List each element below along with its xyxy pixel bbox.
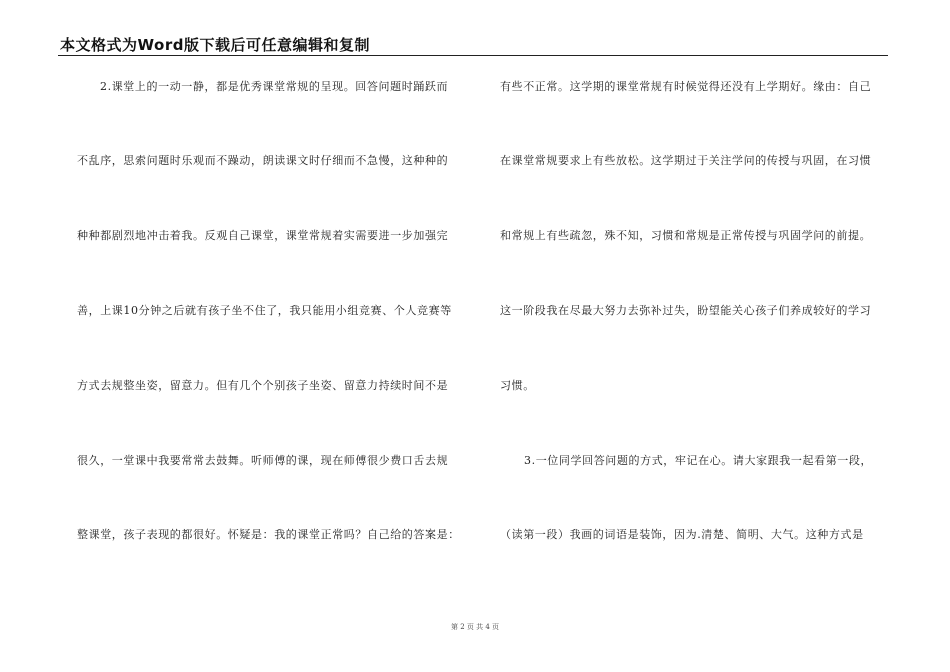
left-line-5: 方式去规整坐姿，留意力。但有几个个别孩子坐姿、留意力持续时间不是 [77, 379, 449, 392]
right-line-8: （读第一段）我画的词语是装饰，因为.清楚、简明、大气。这种方式是 [500, 528, 864, 541]
left-line-1: 2.课堂上的一动一静，都是优秀课堂常规的呈现。回答问题时踊跃而 [100, 80, 449, 93]
right-line-2: 在课堂常规要求上有些放松。这学期过于关注学问的传授与巩固，在习惯 [500, 154, 872, 167]
left-line-4: 善，上课10分钟之后就有孩子坐不住了，我只能用小组竞赛、个人竞赛等 [77, 304, 452, 317]
right-line-1: 有些不正常。这学期的课堂常规有时候觉得还没有上学期好。缘由：自己 [500, 80, 872, 93]
left-line-3: 种种都剧烈地冲击着我。反观自己课堂，课堂常规着实需要进一步加强完 [77, 229, 449, 242]
left-line-2: 不乱序，思索问题时乐观而不躁动，朗读课文时仔细而不急慢，这种种的 [77, 154, 449, 167]
right-line-3: 和常规上有些疏忽，殊不知，习惯和常规是正常传授与巩固学问的前提。 [500, 229, 872, 242]
left-line-6: 很久，一堂课中我要常常去鼓舞。听师傅的课，现在师傅很少费口舌去规 [77, 454, 449, 467]
right-line-7: 3.一位同学回答问题的方式，牢记在心。请大家跟我一起看第一段， [524, 454, 873, 467]
header-divider [58, 55, 888, 56]
page-number: 第 2 页 共 4 页 [450, 623, 500, 631]
right-line-4: 这一阶段我在尽最大努力去弥补过失，盼望能关心孩子们养成较好的学习 [500, 304, 872, 317]
left-line-7: 整课堂，孩子表现的都很好。怀疑是：我的课堂正常吗？自己给的答案是： [77, 528, 460, 541]
page-header-title: 本文格式为Word版下载后可任意编辑和复制 [60, 36, 370, 54]
right-line-5: 习惯。 [500, 379, 535, 392]
